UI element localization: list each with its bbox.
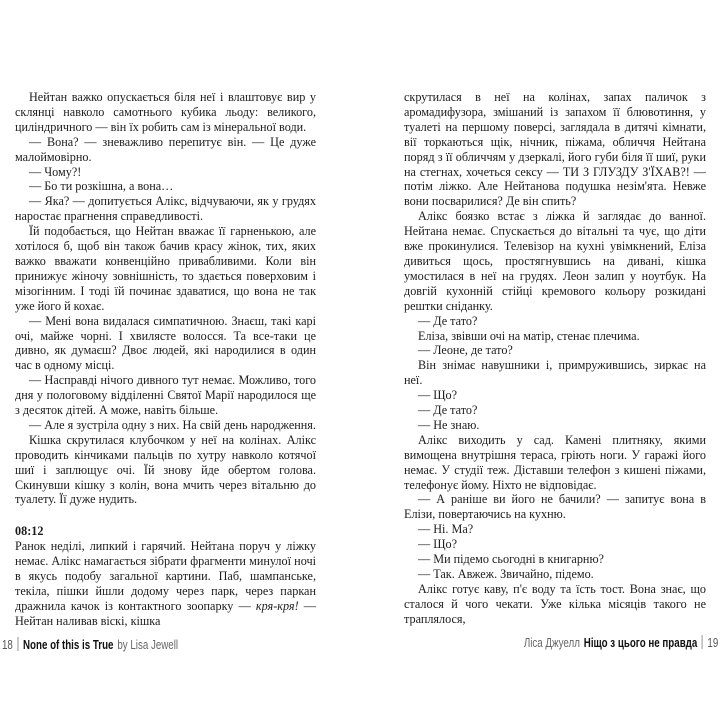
paragraph: — Яка? — допитується Алікс, відчуваючи, як у грудях наростає прагнення справедливості. <box>15 194 316 224</box>
right-page-text <box>404 90 706 627</box>
paragraph: Нейтан важко опускається біля неї і влаштовує вир у склянці навколо самотнього кубика льоду: великого, циліндричного — він їх робить сам із мінеральної води. <box>15 90 316 134</box>
paragraph: — Бо ти розкішна, а вона… <box>29 179 174 194</box>
paragraph: — Вона? — зневажливо перепитує він. — Це дуже малоймовірно. <box>15 134 316 164</box>
paragraph-text: Ранок неділі, липкий і гарячий. Нейтана поруч у ліжку немає. Алікс намагається зібрати фрагменти минулої ночі в якусь подобу загальної картини. Паб, шампанське, текіла, пішки йшли додому через парк, через паркан дражнила качок із контактного зоопарку — <box>15 539 316 613</box>
paragraph: Він знімає навушники і, примружившись, зиркає на неї. <box>404 358 706 388</box>
paragraph <box>15 539 316 628</box>
paragraph-text: — Нейтан наливав віскі, кішка <box>15 598 316 628</box>
book-author: Ліса Джуелл <box>523 636 580 650</box>
paragraph: — Мені вона видалася симпатичною. Знаєш, такі карі очі, майже чорні. І хвилясте волосся. Та все-таки це дивно, як думаєш? Двоє людей, які народилися в один час в одному місці. <box>15 313 316 373</box>
footer-divider <box>18 637 19 651</box>
paragraph: — Де тато? <box>418 313 478 328</box>
paragraph: — Що? <box>418 537 458 552</box>
paragraph: — Чому?! <box>29 164 82 179</box>
page-number: 19 <box>707 636 718 650</box>
paragraph: скрутилася в неї на колінах, запах паличок з аромадифузора, змішаний із запахом її блювотиння, у туалеті на першому поверсі, заглядала в дитячі кімнати, вії торкаються щік, нічник, піжама, обличчя Нейтана поряд з її обличчям у дзеркалі, його губи біля її шиї, руки на стегнах, хочеться сексу — ТИ З ГЛУЗДУ З'ЇХАВ?! — потім ліжко. Але Нейтанова подушка незім'ята. Невже вони посварилися? Де він спить? <box>404 90 706 209</box>
paragraph: Їй подобається, що Нейтан вважає її гарненькою, але хотілося б, щоб він також бачив красу жінок, тих, яких важко вважати конвенційно привабливими. Коли він принижує жіночу зовнішність, то здається поверховим і мізогінним. І тоді їй починає здаватися, що вона не так уже його й кохає. <box>15 224 316 313</box>
italic-text: кря-кря! <box>255 598 299 613</box>
paragraph: — Так. Авжеж. Звичайно, підемо. <box>418 567 594 581</box>
paragraph: — Насправді нічого дивного тут немає. Можливо, того дня у пологовому відділенні Святої Марії народилося ще з десяток дітей. А може, навіть більше. <box>15 373 316 418</box>
paragraph: — Не знаю. <box>418 417 480 432</box>
paragraph: Алікс виходить у сад. Камені плитняку, якими вимощена внутрішня тераса, гріють ноги. У гаражі його немає. У студії теж. Діставши телефон з кишені піжами, телефонує йому. Ніхто не відповідає. <box>404 432 706 492</box>
paragraph: Кішка скрутилася клубочком у неї на колінах. Алікс проводить кінчиками пальців по хутру навколо котячої шиї і заплющує очі. Їй знову йде обертом голова. Скинувши кішку з колін, вона мчить через вітальню до туалету. Її дуже нудить. <box>15 432 316 507</box>
running-footer <box>2 637 182 653</box>
paragraph: Еліза, звівши очі на матір, стенає плечима. <box>418 328 640 343</box>
paragraph: — А раніше ви його не бачили? — запитує вона в Елізи, повертаючись на кухню. <box>404 492 706 522</box>
paragraph: Алікс боязко встає з ліжка й заглядає до ванної. Нейтана немає. Спускається до вітальні та чує, що діти вже прокинулися. Телевізор на кухні увімкнений, Еліза дивиться щось, простягнувшись на дивані, кішка умостилася в неї на грудях. Леон залип у ноутбук. На довгій кухонній стійці кремового кольору розкидані рештки сніданку. <box>404 209 706 313</box>
paragraph: — Де тато? <box>418 403 478 418</box>
section-heading: 08:12 <box>15 524 44 539</box>
paragraph: — Ми підемо сьогодні в книгарню? <box>418 552 604 567</box>
running-footer <box>520 635 718 651</box>
book-author: by Lisa Jewell <box>117 638 179 652</box>
paragraph: — Що? <box>418 388 458 403</box>
paragraph: — Ні. Ма? <box>418 522 474 537</box>
paragraph: Алікс готує каву, п'є воду та їсть тост. Вона знає, що сталося й чого чекати. Уже кілька місяців такого не траплялося, <box>404 581 706 626</box>
paragraph: — Леоне, де тато? <box>418 343 513 358</box>
left-page-text <box>15 90 316 629</box>
book-title: Ніщо з цього не правда <box>583 636 698 650</box>
footer-divider <box>702 635 703 649</box>
book-title: None of this is True <box>22 638 114 652</box>
paragraph: — Але я зустріла одну з них. На свій день народження. <box>29 417 316 432</box>
right-page <box>360 0 720 720</box>
page-number: 18 <box>2 638 13 652</box>
